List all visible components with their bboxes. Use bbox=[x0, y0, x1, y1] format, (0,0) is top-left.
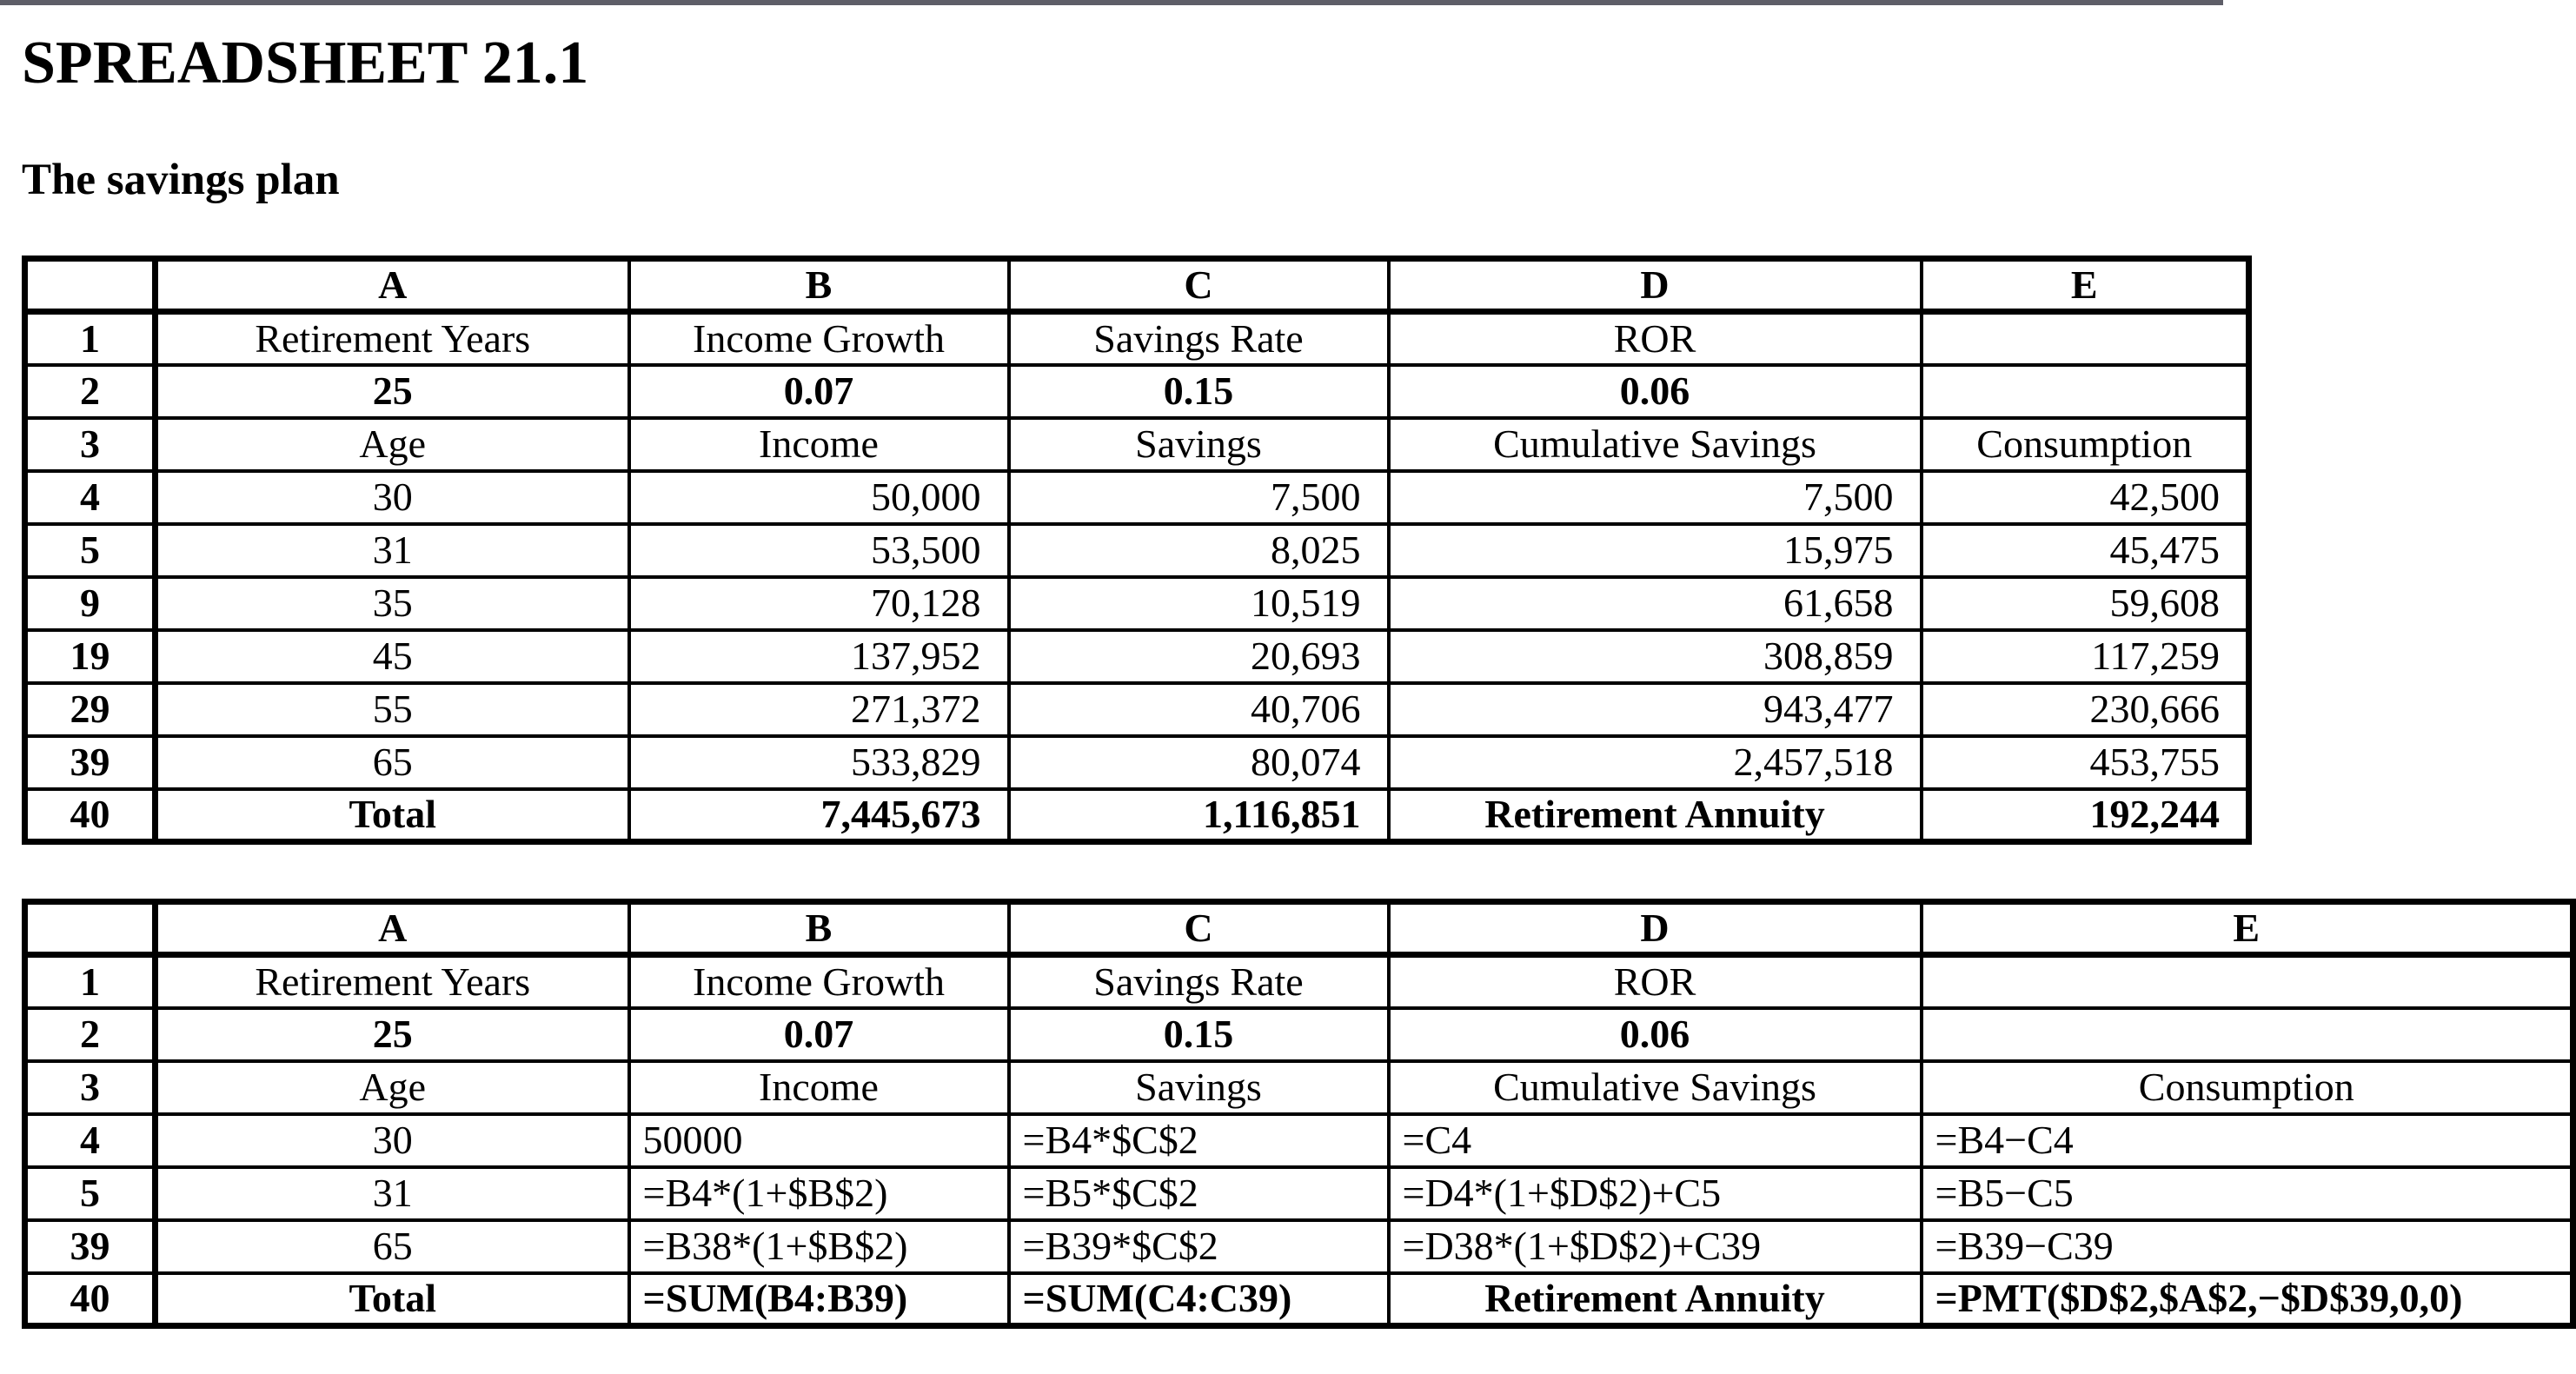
formula-cell: =PMT($D$2,$A$2,−$D$39,0,0) bbox=[1922, 1273, 2573, 1326]
formula-cell: =SUM(B4:B39) bbox=[629, 1273, 1009, 1326]
table-cell: 55 bbox=[156, 683, 629, 736]
formula-cell: =SUM(C4:C39) bbox=[1009, 1273, 1389, 1326]
column-header-a: A bbox=[156, 902, 629, 955]
table-cell: 230,666 bbox=[1922, 683, 2249, 736]
column-header-d: D bbox=[1389, 259, 1922, 312]
table-cell: 7,500 bbox=[1389, 471, 1922, 524]
row-number: 39 bbox=[25, 1220, 156, 1273]
table-row bbox=[25, 418, 2249, 471]
row-number: 29 bbox=[25, 683, 156, 736]
column-header-d: D bbox=[1389, 902, 1922, 955]
row-number: 2 bbox=[25, 365, 156, 418]
table-row bbox=[25, 365, 2249, 418]
table-cell: 1,116,851 bbox=[1009, 789, 1389, 842]
table-cell: 31 bbox=[156, 524, 629, 577]
table-row bbox=[25, 683, 2249, 736]
formula-cell: =D4*(1+$D$2)+C5 bbox=[1389, 1167, 1922, 1220]
table-cell: 35 bbox=[156, 577, 629, 630]
table-cell: Age bbox=[156, 1061, 629, 1114]
column-header-c: C bbox=[1009, 259, 1389, 312]
table-cell: 30 bbox=[156, 471, 629, 524]
column-header-row bbox=[25, 259, 2249, 312]
table-cell: 53,500 bbox=[629, 524, 1009, 577]
row-number: 5 bbox=[25, 524, 156, 577]
table-cell: Retirement Annuity bbox=[1389, 789, 1922, 842]
table-cell: Savings Rate bbox=[1009, 955, 1389, 1008]
row-number: 1 bbox=[25, 955, 156, 1008]
total-row bbox=[25, 1273, 2573, 1326]
row-number: 4 bbox=[25, 1114, 156, 1167]
table-cell: Income Growth bbox=[629, 955, 1009, 1008]
column-header-a: A bbox=[156, 259, 629, 312]
row-number: 40 bbox=[25, 1273, 156, 1326]
table-cell: 0.06 bbox=[1389, 1008, 1922, 1061]
row-number: 1 bbox=[25, 312, 156, 365]
table-row bbox=[25, 1167, 2573, 1220]
table-row bbox=[25, 312, 2249, 365]
table-cell: 61,658 bbox=[1389, 577, 1922, 630]
table-cell: 0.15 bbox=[1009, 365, 1389, 418]
table-cell: 2,457,518 bbox=[1389, 736, 1922, 789]
table-cell: Income Growth bbox=[629, 312, 1009, 365]
table-cell: Retirement Annuity bbox=[1389, 1273, 1922, 1326]
corner-cell bbox=[25, 902, 156, 955]
table-cell: 117,259 bbox=[1922, 630, 2249, 683]
table-cell: 271,372 bbox=[629, 683, 1009, 736]
formula-cell: 50000 bbox=[629, 1114, 1009, 1167]
table-cell: 30 bbox=[156, 1114, 629, 1167]
values-spreadsheet bbox=[22, 256, 2252, 845]
table-row bbox=[25, 471, 2249, 524]
table-cell: 65 bbox=[156, 736, 629, 789]
table-cell: 20,693 bbox=[1009, 630, 1389, 683]
table-cell: 453,755 bbox=[1922, 736, 2249, 789]
table-cell: Savings Rate bbox=[1009, 312, 1389, 365]
column-header-e: E bbox=[1922, 902, 2573, 955]
formula-cell: =C4 bbox=[1389, 1114, 1922, 1167]
table-cell: 59,608 bbox=[1922, 577, 2249, 630]
row-number: 5 bbox=[25, 1167, 156, 1220]
table-cell: Income bbox=[629, 1061, 1009, 1114]
table-cell: 45 bbox=[156, 630, 629, 683]
formula-cell: =B4−C4 bbox=[1922, 1114, 2573, 1167]
table-cell: Cumulative Savings bbox=[1389, 1061, 1922, 1114]
formula-cell: =B39*$C$2 bbox=[1009, 1220, 1389, 1273]
table-cell: Retirement Years bbox=[156, 312, 629, 365]
formula-cell: =D38*(1+$D$2)+C39 bbox=[1389, 1220, 1922, 1273]
table-cell: 70,128 bbox=[629, 577, 1009, 630]
table-cell: 40,706 bbox=[1009, 683, 1389, 736]
table-cell: 25 bbox=[156, 365, 629, 418]
table-cell: Consumption bbox=[1922, 1061, 2573, 1114]
table-cell bbox=[1922, 365, 2249, 418]
table-cell: Savings bbox=[1009, 1061, 1389, 1114]
table-cell: 25 bbox=[156, 1008, 629, 1061]
row-number: 9 bbox=[25, 577, 156, 630]
table-cell: 192,244 bbox=[1922, 789, 2249, 842]
formula-cell: =B4*$C$2 bbox=[1009, 1114, 1389, 1167]
table-cell: 533,829 bbox=[629, 736, 1009, 789]
row-number: 39 bbox=[25, 736, 156, 789]
table-row bbox=[25, 630, 2249, 683]
table-cell: ROR bbox=[1389, 312, 1922, 365]
table-cell: 0.07 bbox=[629, 365, 1009, 418]
table-cell: 10,519 bbox=[1009, 577, 1389, 630]
row-number: 3 bbox=[25, 418, 156, 471]
table-cell: 80,074 bbox=[1009, 736, 1389, 789]
table-cell: Consumption bbox=[1922, 418, 2249, 471]
column-header-b: B bbox=[629, 902, 1009, 955]
formulas-spreadsheet bbox=[22, 899, 2576, 1329]
column-header-row bbox=[25, 902, 2573, 955]
formula-cell: =B5−C5 bbox=[1922, 1167, 2573, 1220]
table-row bbox=[25, 955, 2573, 1008]
table-cell: 308,859 bbox=[1389, 630, 1922, 683]
table-cell: 45,475 bbox=[1922, 524, 2249, 577]
column-header-b: B bbox=[629, 259, 1009, 312]
table-cell: 65 bbox=[156, 1220, 629, 1273]
table-cell: Income bbox=[629, 418, 1009, 471]
table-cell: 0.15 bbox=[1009, 1008, 1389, 1061]
table-row bbox=[25, 1061, 2573, 1114]
formula-cell: =B39−C39 bbox=[1922, 1220, 2573, 1273]
table-cell bbox=[1922, 1008, 2573, 1061]
table-cell: 31 bbox=[156, 1167, 629, 1220]
table-row bbox=[25, 577, 2249, 630]
table-cell bbox=[1922, 955, 2573, 1008]
table-cell: 943,477 bbox=[1389, 683, 1922, 736]
corner-cell bbox=[25, 259, 156, 312]
row-number: 19 bbox=[25, 630, 156, 683]
table-cell: Age bbox=[156, 418, 629, 471]
document-subtitle: The savings plan bbox=[22, 156, 340, 204]
row-number: 40 bbox=[25, 789, 156, 842]
table-cell: 50,000 bbox=[629, 471, 1009, 524]
column-header-e: E bbox=[1922, 259, 2249, 312]
formula-cell: =B4*(1+$B$2) bbox=[629, 1167, 1009, 1220]
table-cell: Cumulative Savings bbox=[1389, 418, 1922, 471]
table-row bbox=[25, 524, 2249, 577]
table-row bbox=[25, 1114, 2573, 1167]
table-cell: 0.07 bbox=[629, 1008, 1009, 1061]
table-cell: Total bbox=[156, 789, 629, 842]
table-row bbox=[25, 736, 2249, 789]
table-cell: 15,975 bbox=[1389, 524, 1922, 577]
table-cell: 7,445,673 bbox=[629, 789, 1009, 842]
formula-cell: =B38*(1+$B$2) bbox=[629, 1220, 1009, 1273]
total-row bbox=[25, 789, 2249, 842]
table-cell bbox=[1922, 312, 2249, 365]
table-cell: Retirement Years bbox=[156, 955, 629, 1008]
table-row bbox=[25, 1008, 2573, 1061]
table-cell: 42,500 bbox=[1922, 471, 2249, 524]
row-number: 2 bbox=[25, 1008, 156, 1061]
table-cell: 8,025 bbox=[1009, 524, 1389, 577]
row-number: 3 bbox=[25, 1061, 156, 1114]
column-header-c: C bbox=[1009, 902, 1389, 955]
table-cell: ROR bbox=[1389, 955, 1922, 1008]
row-number: 4 bbox=[25, 471, 156, 524]
table-cell: 137,952 bbox=[629, 630, 1009, 683]
document-title: SPREADSHEET 21.1 bbox=[22, 30, 589, 96]
formula-cell: =B5*$C$2 bbox=[1009, 1167, 1389, 1220]
table-cell: 0.06 bbox=[1389, 365, 1922, 418]
table-cell: Savings bbox=[1009, 418, 1389, 471]
top-rule bbox=[0, 0, 2223, 5]
table-cell: 7,500 bbox=[1009, 471, 1389, 524]
table-row bbox=[25, 1220, 2573, 1273]
table-cell: Total bbox=[156, 1273, 629, 1326]
